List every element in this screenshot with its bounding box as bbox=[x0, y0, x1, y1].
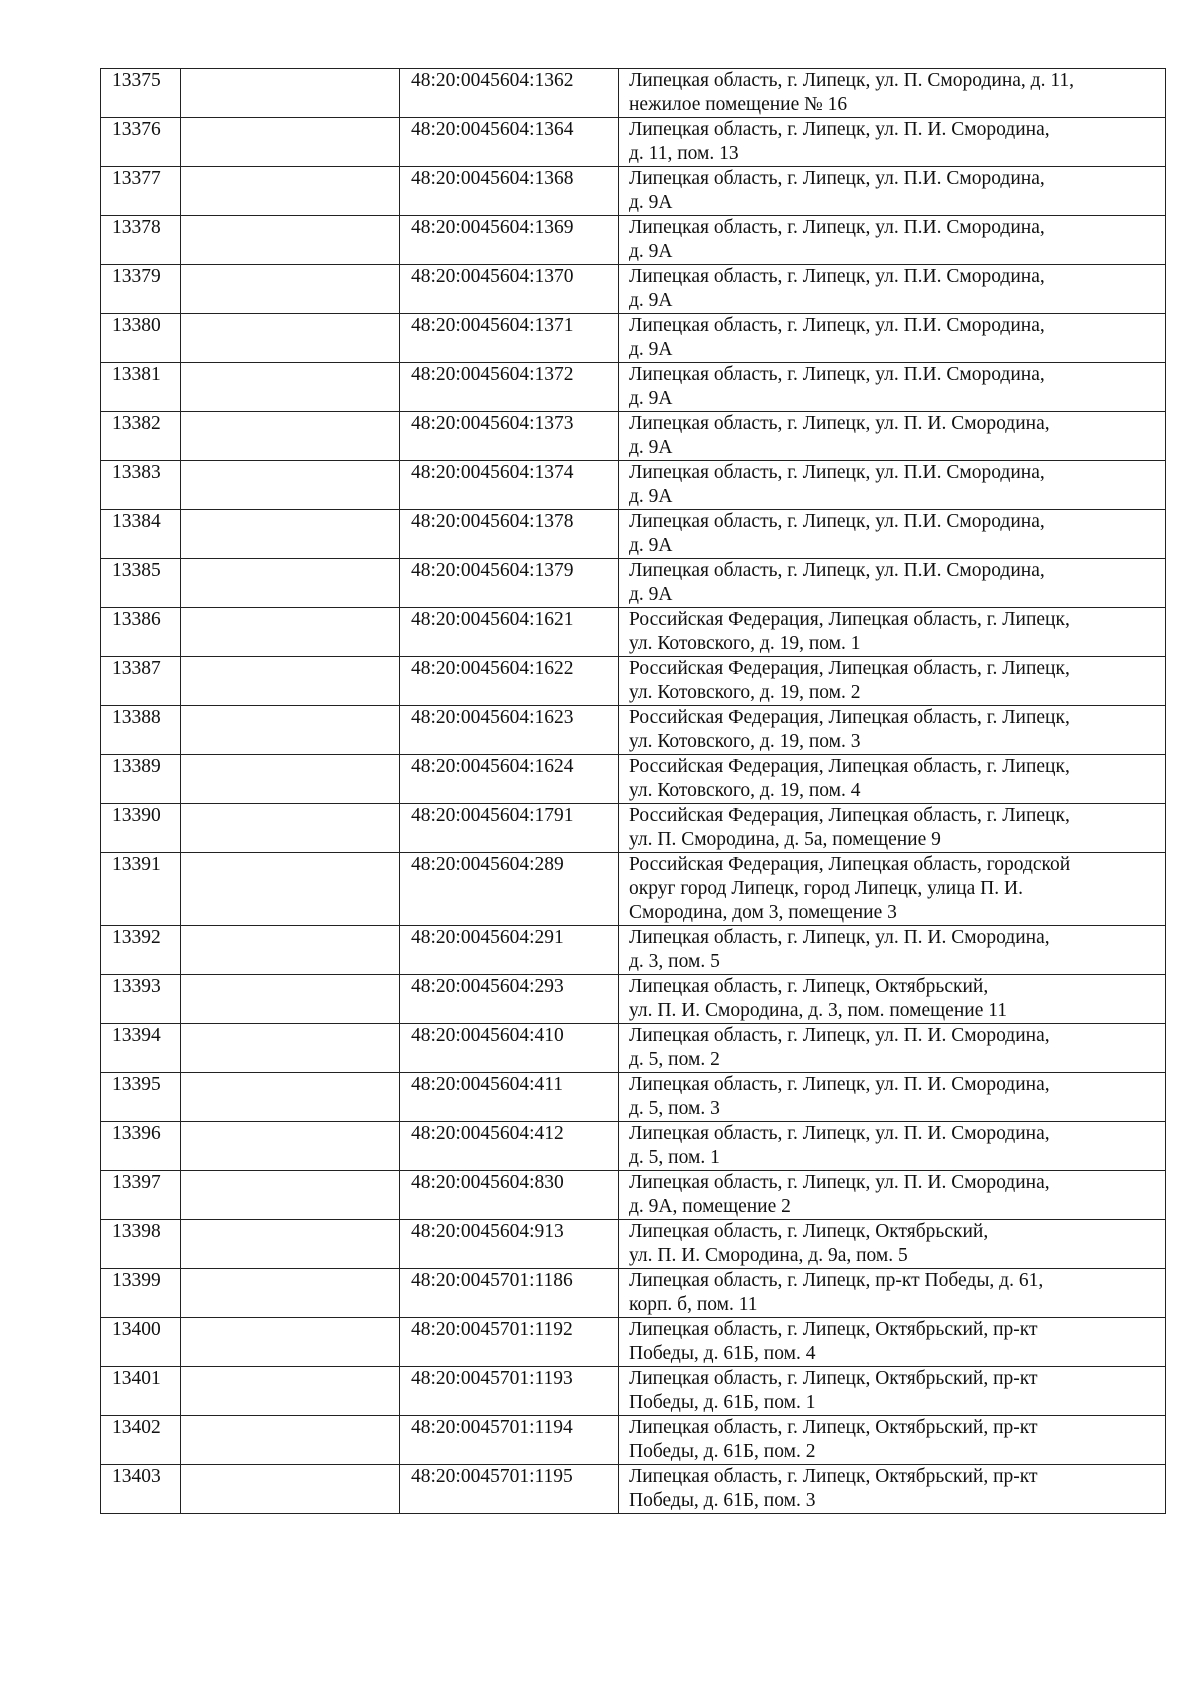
address-line: Липецкая область, г. Липецк, ул. П.И. Смородина, bbox=[629, 511, 1045, 532]
address-line: Российская Федерация, Липецкая область, г. Липецк, bbox=[629, 805, 1070, 826]
empty-code-cell bbox=[181, 853, 400, 926]
address-line: Липецкая область, г. Липецк, ул. П. И. Смородина, bbox=[629, 1123, 1050, 1144]
address-line: д. 5, пом. 1 bbox=[629, 1147, 720, 1168]
cadastral-number-cell: 48:20:0045604:1372 bbox=[400, 363, 619, 412]
empty-code-cell bbox=[181, 314, 400, 363]
address-line: Липецкая область, г. Липецк, ул. П. И. Смородина, bbox=[629, 1025, 1050, 1046]
address-line: ул. П. И. Смородина, д. 3, пом. помещение 11 bbox=[629, 1000, 1008, 1021]
address-line: Липецкая область, г. Липецк, ул. П.И. Смородина, bbox=[629, 266, 1045, 287]
address-cell bbox=[619, 1416, 1166, 1465]
address-line: Победы, д. 61Б, пом. 3 bbox=[629, 1490, 816, 1511]
address-line: ул. Котовского, д. 19, пом. 2 bbox=[629, 682, 861, 703]
row-number-cell: 13378 bbox=[101, 216, 181, 265]
address-line: д. 9А bbox=[629, 584, 673, 605]
address-cell bbox=[619, 804, 1166, 853]
address-line: д. 11, пом. 13 bbox=[629, 143, 739, 164]
row-number-cell: 13389 bbox=[101, 755, 181, 804]
empty-code-cell bbox=[181, 1465, 400, 1514]
cadastral-number-cell: 48:20:0045701:1192 bbox=[400, 1318, 619, 1367]
address-line: Липецкая область, г. Липецк, ул. П.И. Смородина, bbox=[629, 364, 1045, 385]
table-row bbox=[101, 461, 1166, 510]
address-line: Победы, д. 61Б, пом. 2 bbox=[629, 1441, 816, 1462]
address-cell bbox=[619, 559, 1166, 608]
cadastral-number-cell: 48:20:0045604:1623 bbox=[400, 706, 619, 755]
address-cell bbox=[619, 1465, 1166, 1514]
address-line: д. 9А bbox=[629, 535, 673, 556]
address-cell bbox=[619, 461, 1166, 510]
address-line: Липецкая область, г. Липецк, ул. П. И. Смородина, bbox=[629, 119, 1050, 140]
address-line: д. 9А bbox=[629, 388, 673, 409]
row-number-cell: 13386 bbox=[101, 608, 181, 657]
table-row bbox=[101, 1073, 1166, 1122]
row-number-cell: 13399 bbox=[101, 1269, 181, 1318]
address-line: Российская Федерация, Липецкая область, г. Липецк, bbox=[629, 658, 1070, 679]
table-row bbox=[101, 1171, 1166, 1220]
address-line: д. 3, пом. 5 bbox=[629, 951, 720, 972]
address-line: Липецкая область, г. Липецк, Октябрьский, bbox=[629, 1221, 989, 1242]
table-row bbox=[101, 853, 1166, 926]
address-cell bbox=[619, 608, 1166, 657]
address-cell bbox=[619, 657, 1166, 706]
cadastral-number-cell: 48:20:0045604:411 bbox=[400, 1073, 619, 1122]
table-row bbox=[101, 559, 1166, 608]
table-row bbox=[101, 657, 1166, 706]
address-line: Липецкая область, г. Липецк, ул. П.И. Смородина, bbox=[629, 168, 1045, 189]
table-row bbox=[101, 167, 1166, 216]
table-row bbox=[101, 1024, 1166, 1073]
property-registry-table bbox=[100, 68, 1166, 1514]
address-line: Липецкая область, г. Липецк, Октябрьский, пр-кт bbox=[629, 1417, 1038, 1438]
address-line: Липецкая область, г. Липецк, ул. П. И. Смородина, bbox=[629, 927, 1050, 948]
cadastral-number-cell: 48:20:0045604:1791 bbox=[400, 804, 619, 853]
empty-code-cell bbox=[181, 1024, 400, 1073]
address-line: Победы, д. 61Б, пом. 1 bbox=[629, 1392, 816, 1413]
address-cell bbox=[619, 1318, 1166, 1367]
cadastral-number-cell: 48:20:0045604:410 bbox=[400, 1024, 619, 1073]
empty-code-cell bbox=[181, 926, 400, 975]
address-cell bbox=[619, 167, 1166, 216]
row-number-cell: 13387 bbox=[101, 657, 181, 706]
address-cell bbox=[619, 1024, 1166, 1073]
table-row bbox=[101, 1465, 1166, 1514]
address-line: ул. Котовского, д. 19, пом. 3 bbox=[629, 731, 861, 752]
row-number-cell: 13398 bbox=[101, 1220, 181, 1269]
address-cell bbox=[619, 314, 1166, 363]
cadastral-number-cell: 48:20:0045604:830 bbox=[400, 1171, 619, 1220]
empty-code-cell bbox=[181, 461, 400, 510]
empty-code-cell bbox=[181, 1171, 400, 1220]
row-number-cell: 13395 bbox=[101, 1073, 181, 1122]
cadastral-number-cell: 48:20:0045604:1370 bbox=[400, 265, 619, 314]
empty-code-cell bbox=[181, 755, 400, 804]
address-line: Российская Федерация, Липецкая область, городской bbox=[629, 854, 1071, 875]
empty-code-cell bbox=[181, 1318, 400, 1367]
cadastral-number-cell: 48:20:0045604:1379 bbox=[400, 559, 619, 608]
address-line: д. 9А bbox=[629, 486, 673, 507]
row-number-cell: 13383 bbox=[101, 461, 181, 510]
row-number-cell: 13382 bbox=[101, 412, 181, 461]
cadastral-number-cell: 48:20:0045604:1378 bbox=[400, 510, 619, 559]
row-number-cell: 13390 bbox=[101, 804, 181, 853]
address-line: д. 5, пом. 2 bbox=[629, 1049, 720, 1070]
row-number-cell: 13385 bbox=[101, 559, 181, 608]
empty-code-cell bbox=[181, 412, 400, 461]
cadastral-number-cell: 48:20:0045604:1364 bbox=[400, 118, 619, 167]
row-number-cell: 13380 bbox=[101, 314, 181, 363]
cadastral-number-cell: 48:20:0045604:293 bbox=[400, 975, 619, 1024]
table-row bbox=[101, 363, 1166, 412]
cadastral-number-cell: 48:20:0045701:1195 bbox=[400, 1465, 619, 1514]
address-line: Липецкая область, г. Липецк, Октябрьский, пр-кт bbox=[629, 1466, 1038, 1487]
address-cell bbox=[619, 216, 1166, 265]
empty-code-cell bbox=[181, 167, 400, 216]
table-row bbox=[101, 265, 1166, 314]
address-line: д. 9А bbox=[629, 192, 673, 213]
row-number-cell: 13402 bbox=[101, 1416, 181, 1465]
empty-code-cell bbox=[181, 1367, 400, 1416]
address-line: д. 9А bbox=[629, 241, 673, 262]
address-cell bbox=[619, 412, 1166, 461]
row-number-cell: 13403 bbox=[101, 1465, 181, 1514]
cadastral-number-cell: 48:20:0045701:1193 bbox=[400, 1367, 619, 1416]
empty-code-cell bbox=[181, 1269, 400, 1318]
address-cell bbox=[619, 363, 1166, 412]
table-row bbox=[101, 1122, 1166, 1171]
address-line: корп. б, пом. 11 bbox=[629, 1294, 758, 1315]
empty-code-cell bbox=[181, 1220, 400, 1269]
empty-code-cell bbox=[181, 216, 400, 265]
address-cell bbox=[619, 926, 1166, 975]
address-line: ул. П. Смородина, д. 5а, помещение 9 bbox=[629, 829, 941, 850]
address-line: Липецкая область, г. Липецк, ул. П. Смородина, д. 11, bbox=[629, 70, 1074, 91]
address-line: Липецкая область, г. Липецк, Октябрьский, пр-кт bbox=[629, 1368, 1038, 1389]
table-row bbox=[101, 412, 1166, 461]
address-line: д. 9А, помещение 2 bbox=[629, 1196, 791, 1217]
address-line: Российская Федерация, Липецкая область, г. Липецк, bbox=[629, 609, 1070, 630]
address-cell bbox=[619, 1220, 1166, 1269]
address-line: Липецкая область, г. Липецк, ул. П.И. Смородина, bbox=[629, 560, 1045, 581]
empty-code-cell bbox=[181, 975, 400, 1024]
address-cell bbox=[619, 706, 1166, 755]
address-cell bbox=[619, 265, 1166, 314]
address-line: ул. Котовского, д. 19, пом. 4 bbox=[629, 780, 861, 801]
address-line: Смородина, дом 3, помещение 3 bbox=[629, 902, 897, 923]
table-row bbox=[101, 1416, 1166, 1465]
table-row bbox=[101, 1318, 1166, 1367]
registry-body bbox=[101, 69, 1166, 1514]
address-line: Липецкая область, г. Липецк, ул. П. И. Смородина, bbox=[629, 1172, 1050, 1193]
cadastral-number-cell: 48:20:0045604:289 bbox=[400, 853, 619, 926]
table-row bbox=[101, 926, 1166, 975]
address-cell bbox=[619, 510, 1166, 559]
cadastral-number-cell: 48:20:0045604:291 bbox=[400, 926, 619, 975]
table-row bbox=[101, 804, 1166, 853]
empty-code-cell bbox=[181, 1122, 400, 1171]
row-number-cell: 13375 bbox=[101, 69, 181, 118]
empty-code-cell bbox=[181, 657, 400, 706]
empty-code-cell bbox=[181, 804, 400, 853]
address-line: нежилое помещение № 16 bbox=[629, 94, 848, 115]
address-cell bbox=[619, 1367, 1166, 1416]
table-row bbox=[101, 216, 1166, 265]
address-cell bbox=[619, 853, 1166, 926]
row-number-cell: 13379 bbox=[101, 265, 181, 314]
address-cell bbox=[619, 975, 1166, 1024]
cadastral-number-cell: 48:20:0045604:913 bbox=[400, 1220, 619, 1269]
row-number-cell: 13376 bbox=[101, 118, 181, 167]
table-row bbox=[101, 314, 1166, 363]
table-row bbox=[101, 510, 1166, 559]
address-line: д. 9А bbox=[629, 437, 673, 458]
table-row bbox=[101, 975, 1166, 1024]
address-cell bbox=[619, 1073, 1166, 1122]
address-line: Липецкая область, г. Липецк, ул. П.И. Смородина, bbox=[629, 462, 1045, 483]
address-line: Победы, д. 61Б, пом. 4 bbox=[629, 1343, 816, 1364]
cadastral-number-cell: 48:20:0045604:1362 bbox=[400, 69, 619, 118]
address-line: Липецкая область, г. Липецк, ул. П. И. Смородина, bbox=[629, 1074, 1050, 1095]
cadastral-number-cell: 48:20:0045604:1373 bbox=[400, 412, 619, 461]
row-number-cell: 13388 bbox=[101, 706, 181, 755]
row-number-cell: 13384 bbox=[101, 510, 181, 559]
address-line: Липецкая область, г. Липецк, ул. П.И. Смородина, bbox=[629, 315, 1045, 336]
address-line: Липецкая область, г. Липецк, ул. П. И. Смородина, bbox=[629, 413, 1050, 434]
row-number-cell: 13392 bbox=[101, 926, 181, 975]
table-row bbox=[101, 608, 1166, 657]
address-line: Липецкая область, г. Липецк, Октябрьский, пр-кт bbox=[629, 1319, 1038, 1340]
row-number-cell: 13397 bbox=[101, 1171, 181, 1220]
row-number-cell: 13396 bbox=[101, 1122, 181, 1171]
empty-code-cell bbox=[181, 265, 400, 314]
address-line: Российская Федерация, Липецкая область, г. Липецк, bbox=[629, 707, 1070, 728]
address-cell bbox=[619, 118, 1166, 167]
table-row bbox=[101, 118, 1166, 167]
empty-code-cell bbox=[181, 559, 400, 608]
empty-code-cell bbox=[181, 608, 400, 657]
table-row bbox=[101, 69, 1166, 118]
address-cell bbox=[619, 1269, 1166, 1318]
empty-code-cell bbox=[181, 118, 400, 167]
cadastral-number-cell: 48:20:0045604:1369 bbox=[400, 216, 619, 265]
row-number-cell: 13401 bbox=[101, 1367, 181, 1416]
cadastral-number-cell: 48:20:0045604:1624 bbox=[400, 755, 619, 804]
empty-code-cell bbox=[181, 69, 400, 118]
table-row bbox=[101, 1269, 1166, 1318]
table-row bbox=[101, 1220, 1166, 1269]
row-number-cell: 13400 bbox=[101, 1318, 181, 1367]
empty-code-cell bbox=[181, 1416, 400, 1465]
address-line: д. 5, пом. 3 bbox=[629, 1098, 720, 1119]
empty-code-cell bbox=[181, 363, 400, 412]
address-line: д. 9А bbox=[629, 339, 673, 360]
cadastral-number-cell: 48:20:0045701:1186 bbox=[400, 1269, 619, 1318]
address-cell bbox=[619, 69, 1166, 118]
cadastral-number-cell: 48:20:0045604:1374 bbox=[400, 461, 619, 510]
row-number-cell: 13394 bbox=[101, 1024, 181, 1073]
cadastral-number-cell: 48:20:0045701:1194 bbox=[400, 1416, 619, 1465]
address-line: Липецкая область, г. Липецк, ул. П.И. Смородина, bbox=[629, 217, 1045, 238]
row-number-cell: 13391 bbox=[101, 853, 181, 926]
cadastral-number-cell: 48:20:0045604:1371 bbox=[400, 314, 619, 363]
cadastral-number-cell: 48:20:0045604:1621 bbox=[400, 608, 619, 657]
address-line: ул. Котовского, д. 19, пом. 1 bbox=[629, 633, 861, 654]
empty-code-cell bbox=[181, 510, 400, 559]
row-number-cell: 13381 bbox=[101, 363, 181, 412]
cadastral-number-cell: 48:20:0045604:1368 bbox=[400, 167, 619, 216]
cadastral-number-cell: 48:20:0045604:412 bbox=[400, 1122, 619, 1171]
address-line: Липецкая область, г. Липецк, Октябрьский, bbox=[629, 976, 989, 997]
cadastral-number-cell: 48:20:0045604:1622 bbox=[400, 657, 619, 706]
address-line: ул. П. И. Смородина, д. 9а, пом. 5 bbox=[629, 1245, 908, 1266]
empty-code-cell bbox=[181, 1073, 400, 1122]
row-number-cell: 13377 bbox=[101, 167, 181, 216]
address-line: округ город Липецк, город Липецк, улица П. И. bbox=[629, 878, 1023, 899]
table-row bbox=[101, 706, 1166, 755]
address-line: Липецкая область, г. Липецк, пр-кт Победы, д. 61, bbox=[629, 1270, 1044, 1291]
address-line: Российская Федерация, Липецкая область, г. Липецк, bbox=[629, 756, 1070, 777]
table-row bbox=[101, 1367, 1166, 1416]
address-cell bbox=[619, 755, 1166, 804]
empty-code-cell bbox=[181, 706, 400, 755]
row-number-cell: 13393 bbox=[101, 975, 181, 1024]
table-row bbox=[101, 755, 1166, 804]
address-line: д. 9А bbox=[629, 290, 673, 311]
address-cell bbox=[619, 1171, 1166, 1220]
address-cell bbox=[619, 1122, 1166, 1171]
